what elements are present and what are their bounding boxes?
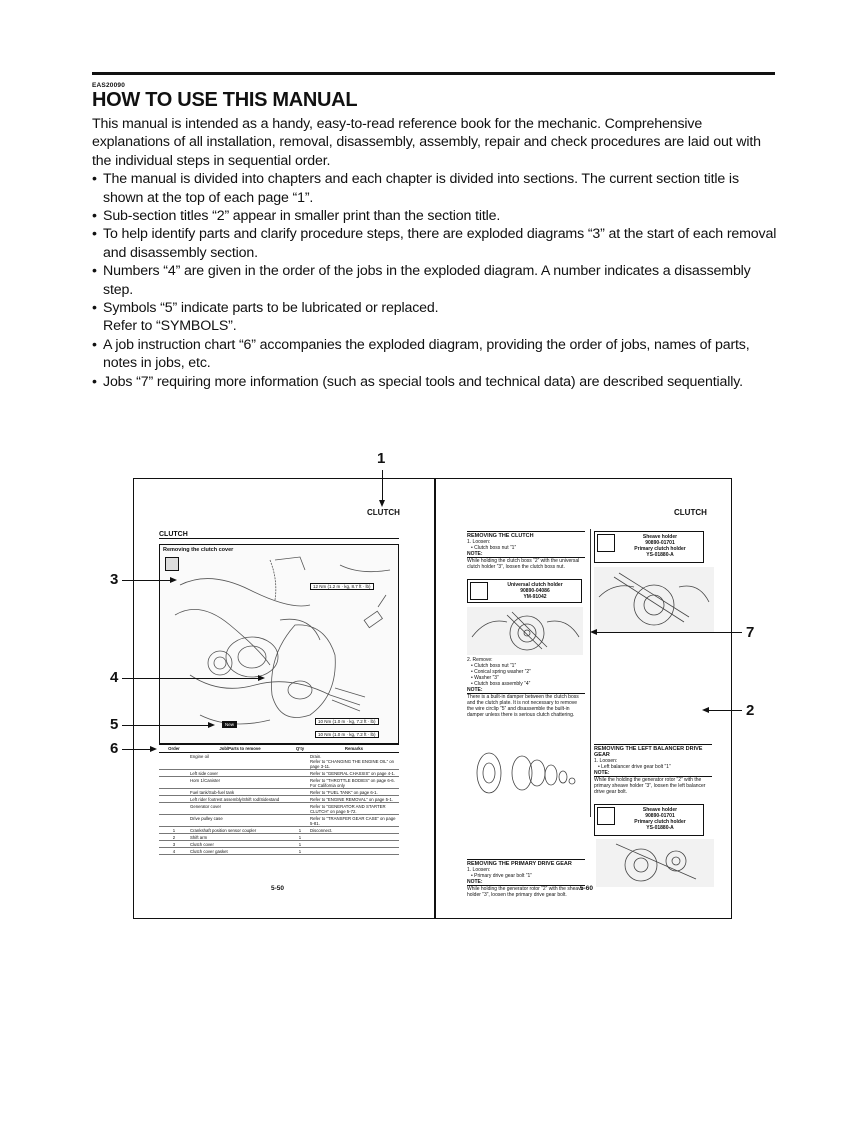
- left-balancer-heading: REMOVING THE LEFT BALANCER DRIVE GEAR: [594, 744, 712, 758]
- callout-2: 2: [746, 702, 755, 719]
- cell-order: 2: [159, 834, 189, 841]
- cell-remarks: [309, 848, 399, 855]
- torque-label-1: 12 Nm (1.2 m · kg, 8.7 ft · lb): [310, 583, 374, 590]
- cell-qty: [291, 789, 309, 796]
- tool-name: Primary clutch holder: [634, 819, 686, 825]
- note-text: There is a built-in damper between the clutch boss and the clutch plate. It is not necessary to remove the wire circlip “5” and disassemble the built-in damper unless there is serious clutch chattering.: [467, 694, 579, 718]
- removing-clutch-heading: REMOVING THE CLUTCH: [467, 531, 585, 539]
- callout-5: 5: [110, 716, 119, 733]
- bullet-item: • Sub-section titles “2” appear in smaller print than the section title.: [92, 207, 777, 225]
- cell-qty: [291, 753, 309, 770]
- tool-name: Universal clutch holder: [507, 582, 563, 588]
- step-line: 1. Loosen:: [467, 539, 491, 545]
- callout-5-line: [122, 725, 210, 726]
- clutch-boss-exploded: [467, 741, 585, 801]
- bullet-item: • A job instruction chart “6” accompanies the exploded diagram, providing the order of jobs, names of parts, notes in jobs, etc.: [92, 336, 777, 373]
- step-line: 1. Loosen:: [594, 758, 618, 764]
- callout-3: 3: [110, 571, 119, 588]
- step-line: • Left balancer drive gear bolt “1”: [598, 764, 671, 770]
- tool-name: Primary clutch holder: [634, 546, 686, 552]
- note-label: NOTE:: [594, 770, 712, 777]
- tool-text: [619, 534, 701, 558]
- cell-job: Drive pulley case: [189, 815, 291, 827]
- tool-icon: [470, 582, 488, 600]
- left-section-label: CLUTCH: [159, 531, 399, 539]
- cell-qty: 1: [291, 834, 309, 841]
- tool-text: [492, 582, 578, 600]
- table-row: [159, 789, 399, 796]
- top-rule: [92, 72, 775, 75]
- tool-number: YS-01880-A: [646, 825, 674, 831]
- col-job: Job/Parts to remove: [189, 745, 291, 753]
- cell-remarks: Refer to “ENGINE REMOVAL” on page 5-1.: [309, 796, 399, 803]
- cell-order: [159, 803, 189, 815]
- tool-number: YS-01880-A: [646, 552, 674, 558]
- new-part-label: New: [222, 721, 237, 728]
- primary-drive-gear-section: [467, 859, 585, 898]
- col-remarks: Remarks: [309, 745, 399, 753]
- callout-7-line: [596, 632, 742, 633]
- cell-remarks: Refer to “GENERAL CHASSIS” on page 4-1.: [309, 770, 399, 777]
- callout-4-arrow: [258, 675, 265, 681]
- cell-qty: [291, 777, 309, 789]
- bullet-list: [92, 170, 777, 391]
- job-rows: [159, 753, 399, 855]
- gear-drawing: [594, 567, 714, 632]
- cell-job: Shift arm: [189, 834, 291, 841]
- cell-remarks: [309, 834, 399, 841]
- cell-remarks: Drain. Refer to “CHANGING THE ENGINE OIL” on page 3-11.: [309, 753, 399, 770]
- table-row: [159, 848, 399, 855]
- cell-remarks: Disconnect.: [309, 827, 399, 834]
- removing-clutch-section: [467, 531, 585, 570]
- table-row: [159, 770, 399, 777]
- tool-box-sheave-holder-1: [594, 531, 704, 563]
- right-page-number: 5-60: [580, 885, 594, 892]
- clutch-boss-drawing: [467, 741, 585, 801]
- tool-box-universal-clutch-holder: [467, 579, 582, 603]
- clutch-holder-photo: [467, 607, 583, 655]
- cell-order: 3: [159, 841, 189, 848]
- callout-6: 6: [110, 740, 119, 757]
- cell-order: [159, 815, 189, 827]
- callout-2-line: [708, 710, 742, 711]
- subsection-title: Removing the clutch cover: [163, 547, 234, 553]
- balancer-gear-photo: [596, 839, 714, 887]
- callout-7-arrow: [590, 629, 597, 635]
- primary-gear-photo: [594, 567, 714, 632]
- callout-5-arrow: [208, 722, 215, 728]
- left-balancer-section: [594, 744, 712, 795]
- cell-order: 4: [159, 848, 189, 855]
- cell-order: [159, 753, 189, 770]
- tool-box-sheave-holder-2: [594, 804, 704, 836]
- example-figure: [0, 440, 866, 930]
- callout-4: 4: [110, 669, 119, 686]
- tool-name: Sheave holder: [642, 534, 678, 540]
- cell-job: Horn 1/Canister: [189, 777, 291, 789]
- exploded-diagram: [159, 544, 399, 744]
- left-section-title: [159, 531, 399, 539]
- bullet-item: • The manual is divided into chapters and each chapter is divided into sections. The current section title is shown at the top of each page “1”.: [92, 170, 777, 207]
- cell-job: Generator cover: [189, 803, 291, 815]
- cell-order: 1: [159, 827, 189, 834]
- note-text: While holding the generator rotor “2” with the sheave holder “3”, loosen the primary drive gear bolt.: [467, 886, 584, 898]
- balancer-drawing: [596, 839, 714, 887]
- note-label: NOTE:: [467, 879, 585, 886]
- callout-3-arrow: [170, 577, 177, 583]
- cell-job: Left rider footrest assembly/Shift rod/Sidestand: [189, 796, 291, 803]
- cell-job: Left side cover: [189, 770, 291, 777]
- intro-paragraph: This manual is intended as a handy, easy-to-read reference book for the mechanic. Comprehensive explanations of all installation, removal, disassembly, assembly, repair and check procedures are laid out with the individual steps in sequential order.: [92, 116, 761, 169]
- cell-remarks: Refer to “TRANSFER GEAR CASE” on page 5-81.: [309, 815, 399, 827]
- tool-icon: [597, 807, 615, 825]
- cell-job: Crankshaft position sensor coupler: [189, 827, 291, 834]
- note-text: While holding the clutch boss “2” with the universal clutch holder “3”, loosen the clutch boss nut.: [467, 558, 580, 570]
- bullet-item: • To help identify parts and clarify procedure steps, there are exploded diagrams “3” at the start of each removal and disassembly section.: [92, 225, 777, 262]
- cell-remarks: [309, 841, 399, 848]
- cell-qty: [291, 803, 309, 815]
- cell-job: Engine oil: [189, 753, 291, 770]
- table-row: [159, 777, 399, 789]
- step-line: • Clutch boss assembly “4”: [471, 681, 531, 687]
- callout-6-line: [122, 749, 152, 750]
- cell-job: Clutch cover gasket: [189, 848, 291, 855]
- left-page-number: 5-50: [271, 885, 285, 892]
- note-label: NOTE:: [467, 687, 585, 694]
- step-line: 1. Loosen:: [467, 867, 491, 873]
- body-text: [92, 115, 777, 391]
- cell-job: Clutch cover: [189, 841, 291, 848]
- step-line: • Clutch boss nut “1”: [471, 545, 517, 551]
- cell-order: [159, 770, 189, 777]
- right-column-rule: [590, 529, 591, 817]
- cell-remarks: Refer to “THROTTLE BODIES” on page 6-6. For California only: [309, 777, 399, 789]
- torque-label-3: 10 Nm (1.0 m · kg, 7.2 ft · lb): [315, 731, 379, 738]
- cell-remarks: Refer to “GENERATOR AND STARTER CLUTCH” on page 5-72.: [309, 803, 399, 815]
- section-code: EAS20090: [92, 82, 126, 89]
- left-page-header: CLUTCH: [367, 508, 400, 517]
- tool-icon: [597, 534, 615, 552]
- callout-4-line: [122, 678, 260, 679]
- table-row: [159, 815, 399, 827]
- col-qty: Q’ty: [291, 745, 309, 753]
- cell-qty: 1: [291, 827, 309, 834]
- tool-number: YM-91042: [523, 594, 547, 600]
- callout-1: 1: [377, 450, 386, 467]
- tool-number: 90890-04086: [520, 588, 550, 594]
- step-line: • Conical spring washer “2”: [471, 669, 531, 675]
- cell-job: Fuel tank/Sub-fuel tank: [189, 789, 291, 796]
- callout-2-arrow: [702, 707, 709, 713]
- cell-remarks: Refer to “FUEL TANK” on page 6-1.: [309, 789, 399, 796]
- tool-name: Sheave holder: [642, 807, 678, 813]
- step-line: 2. Remove:: [467, 657, 493, 663]
- callout-7: 7: [746, 624, 755, 641]
- cell-qty: [291, 770, 309, 777]
- step-line: • Washer “3”: [471, 675, 499, 681]
- table-row: [159, 803, 399, 815]
- table-row: [159, 796, 399, 803]
- table-row: [159, 834, 399, 841]
- table-row: [159, 841, 399, 848]
- exploded-drawing: [160, 545, 400, 745]
- torque-label-2: 10 Nm (1.0 m · kg, 7.2 ft · lb): [315, 718, 379, 725]
- tool-text: [619, 807, 701, 831]
- clutch-drawing: [467, 607, 583, 655]
- step-line: • Clutch boss nut “1”: [471, 663, 517, 669]
- note-text: While the holding the generator rotor “2” with the primary sheave holder “3”, loosen the left balancer drive gear bolt.: [594, 777, 706, 795]
- bullet-item: • Numbers “4” are given in the order of the jobs in the exploded diagram. A number indicates a disassembly step.: [92, 262, 777, 299]
- manual-spread: [133, 478, 732, 919]
- bullet-item: • Symbols “5” indicate parts to be lubricated or replaced. Refer to “SYMBOLS”.: [92, 299, 777, 336]
- col-order: Order: [159, 745, 189, 753]
- callout-3-line: [122, 580, 172, 581]
- cell-order: [159, 777, 189, 789]
- cell-qty: [291, 815, 309, 827]
- book-spine: [434, 479, 436, 918]
- cell-order: [159, 796, 189, 803]
- job-instruction-chart: [159, 744, 399, 855]
- table-row: [159, 827, 399, 834]
- callout-6-arrow: [150, 746, 157, 752]
- tool-number: 90890-01701: [645, 540, 675, 546]
- right-page-header: CLUTCH: [674, 508, 707, 517]
- primary-drive-gear-heading: REMOVING THE PRIMARY DRIVE GEAR: [467, 859, 585, 867]
- cell-qty: [291, 796, 309, 803]
- remove-clutch-boss-steps: [467, 657, 585, 718]
- cell-qty: 1: [291, 848, 309, 855]
- step-line: • Primary drive gear bolt “1”: [471, 873, 532, 879]
- bullet-item: • Jobs “7” requiring more information (such as special tools and technical data) are described sequentially.: [92, 373, 777, 391]
- cell-order: [159, 789, 189, 796]
- table-row: [159, 753, 399, 770]
- note-label: NOTE:: [467, 551, 585, 558]
- cell-qty: 1: [291, 841, 309, 848]
- page-title: HOW TO USE THIS MANUAL: [92, 89, 358, 111]
- tool-number: 90890-01701: [645, 813, 675, 819]
